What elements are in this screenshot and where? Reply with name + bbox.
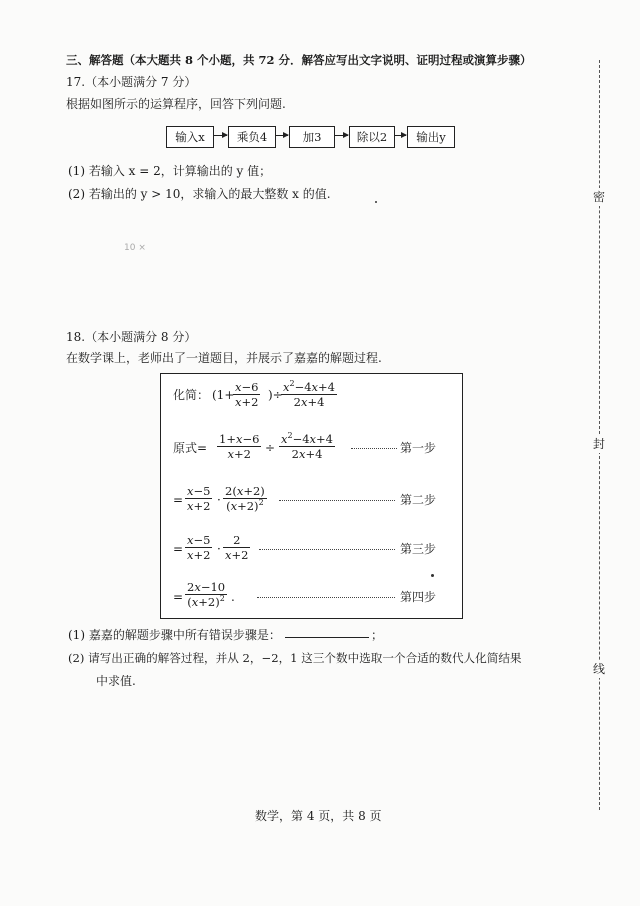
fraction: $\frac{x-5}{x+2}$ — [187, 484, 211, 513]
q17-part2: (2) 若输出的 y > 10，求输入的最大整数 x 的值. — [68, 187, 331, 201]
period: . — [231, 590, 235, 604]
fraction: $\frac{x^2-4x+4}{2x+4}$ — [281, 431, 333, 461]
q18-part2-line1: (2) 请写出正确的解答过程，并从 2，−2，1 这三个数中选取一个合适的数代人化简结果 — [68, 651, 522, 665]
paren-open: (1+ — [212, 388, 235, 402]
section-header: 三、解答题（本大题共 8 个小题，共 72 分．解答应写出文字说明、证明过程或演算步骤） — [66, 53, 532, 67]
q17-intro: 根据如图所示的运算程序，回答下列问题. — [66, 97, 286, 111]
seal-char-xian: 线 — [592, 662, 605, 676]
q18-title: 18.（本小题满分 8 分） — [66, 330, 197, 344]
equals-sign: = — [173, 542, 184, 556]
flow-arrow — [275, 135, 288, 136]
answer-blank[interactable] — [285, 637, 369, 638]
q17-part1: (1) 若输入 x = 2，计算输出的 y 值； — [68, 164, 272, 178]
q18-part1: (1) 嘉嘉的解题步骤中所有错误步骤是： — [68, 628, 281, 642]
dotted-leader — [279, 500, 395, 501]
q17-title: 17.（本小题满分 7 分） — [66, 75, 197, 89]
fraction: $\frac{1+x-6}{x+2}$ — [219, 432, 260, 461]
fraction: $\frac{x^2-4x+4}{2x+4}$ — [283, 379, 335, 409]
flow-box-divide: 除以2 — [349, 126, 395, 148]
original-label: 原式= — [173, 441, 208, 455]
step-4-label: 第四步 — [400, 590, 437, 604]
seal-char-feng: 封 — [592, 437, 605, 451]
flow-arrow — [213, 135, 227, 136]
seal-char-mi: 密 — [592, 190, 605, 204]
dotted-leader — [351, 448, 397, 449]
fraction: $\frac{x-5}{x+2}$ — [187, 533, 211, 562]
q18-part2-line2: 中求值. — [96, 674, 136, 688]
flow-arrow — [394, 135, 406, 136]
page-footer: 数学，第 4 页，共 8 页 — [255, 809, 382, 823]
fraction: $\frac{2x-10}{(x+2)^2}$ — [187, 580, 226, 609]
dotted-leader — [259, 549, 395, 550]
q18-part1-end: ； — [371, 628, 384, 642]
step-3-label: 第三步 — [400, 542, 437, 556]
ink-speck — [431, 574, 434, 577]
pencil-mark: 10 × — [124, 243, 146, 253]
q18-intro: 在数学课上，老师出了一道题目，并展示了嘉嘉的解题过程. — [66, 351, 382, 365]
solution-box — [160, 373, 463, 619]
div-sign: ÷ — [265, 441, 276, 455]
simplify-label: 化简： — [173, 388, 210, 402]
flow-arrow — [334, 135, 348, 136]
flow-box-multiply: 乘负4 — [228, 126, 276, 148]
paren-close-div: )÷ — [268, 388, 283, 402]
flow-box-input: 输入x — [166, 126, 214, 148]
dot-operator: · — [217, 493, 221, 507]
step-2-label: 第二步 — [400, 493, 437, 507]
flow-box-add: 加3 — [289, 126, 335, 148]
dot-operator: · — [217, 542, 221, 556]
ink-speck — [375, 201, 377, 203]
dotted-leader — [257, 597, 395, 598]
fraction: $\frac{x-6}{x+2}$ — [235, 380, 259, 409]
flow-box-output: 输出y — [407, 126, 455, 148]
equals-sign: = — [173, 590, 184, 604]
fraction: $\frac{2}{x+2}$ — [225, 533, 249, 562]
fraction: $\frac{2(x+2)}{(x+2)^2}$ — [225, 484, 265, 513]
step-1-label: 第一步 — [400, 441, 437, 455]
equals-sign: = — [173, 493, 184, 507]
